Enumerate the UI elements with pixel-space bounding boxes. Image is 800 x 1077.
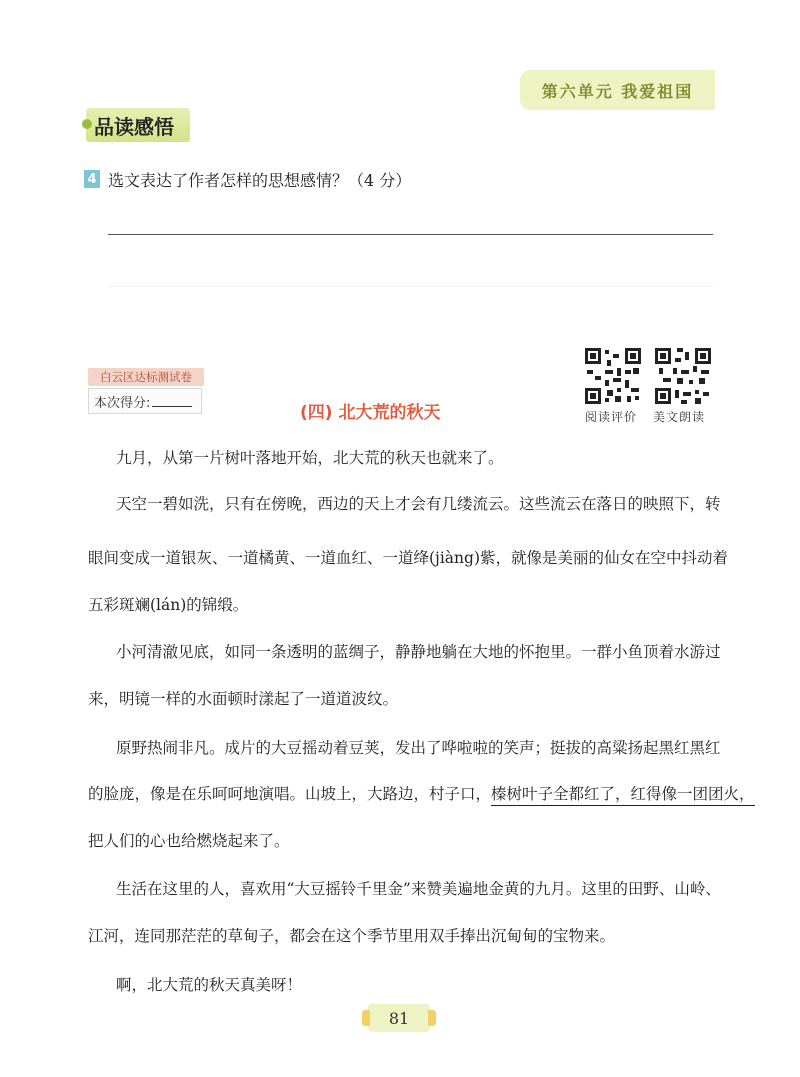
paragraph-1: 九月，从第一片树叶落地开始，北大荒的秋天也就来了。	[116, 449, 504, 467]
question-number: 4	[84, 170, 100, 188]
score-blank	[152, 406, 192, 407]
qr-label-beautiful-reading: 美文朗读	[653, 410, 706, 424]
underlined-sentence: 榛树叶子全都红了，红得像一团团火，	[491, 785, 755, 806]
paragraph-4-line-3: 把人们的心也给燃烧起来了。	[88, 832, 290, 850]
section-title: 品读感悟	[94, 115, 174, 139]
unit-tab: 第六单元 我爱祖国	[520, 70, 715, 110]
section-bullet-icon	[82, 119, 92, 129]
paragraph-4-line-2	[88, 782, 755, 804]
exam-box	[88, 368, 204, 416]
paragraph-3-line-2: 来，明镜一样的水面顿时漾起了一道道波纹。	[88, 690, 399, 708]
paragraph-2-line-2: 眼间变成一道银灰、一道橘黄、一道血红、一道绛(jiàng)紫，就像是美丽的仙女在空中抖动着	[88, 549, 729, 567]
passage-title: (四) 北大荒的秋天	[300, 403, 441, 423]
page-number: 81	[368, 1004, 430, 1032]
qr-code-reading-review-icon[interactable]	[585, 348, 641, 404]
qr-code-beautiful-reading-icon[interactable]	[655, 348, 711, 404]
paragraph-4-line-1: 原野热闹非凡。成片的大豆摇动着豆荚，发出了哗啦啦的笑声；挺拔的高粱扬起黑红黑红	[116, 739, 721, 757]
score-label: 本次得分:	[94, 395, 151, 411]
paragraph-2-line-1: 天空一碧如洗，只有在傍晚，西边的天上才会有几缕流云。这些流云在落日的映照下，转	[116, 495, 721, 513]
paragraph-6: 啊，北大荒的秋天真美呀！	[116, 976, 303, 994]
paragraph-5-line-2: 江河，连同那茫茫的草甸子，都会在这个季节里用双手捧出沉甸甸的宝物来。	[88, 927, 616, 945]
paragraph-2-line-3: 五彩斑斓(lán)的锦缎。	[88, 596, 249, 614]
question-text: 选文表达了作者怎样的思想感情？（4 分）	[108, 171, 412, 190]
exam-label: 白云区达标测试卷	[88, 368, 204, 386]
paragraph-5-line-1: 生活在这里的人，喜欢用“大豆摇铃千里金”来赞美遍地金黄的九月。这里的田野、山岭、	[116, 880, 721, 898]
divider	[108, 286, 713, 287]
section-heading	[82, 106, 202, 144]
answer-line[interactable]	[108, 234, 713, 235]
qr-label-reading-review: 阅读评价	[585, 410, 638, 424]
paragraph-3-line-1: 小河清澈见底，如同一条透明的蓝绸子，静静地躺在大地的怀抱里。一群小鱼顶着水游过	[116, 643, 721, 661]
score-field[interactable]	[88, 388, 202, 414]
paragraph-4-line-2-text: 的脸庞，像是在乐呵呵地演唱。山坡上，大路边，村子口，	[88, 785, 492, 803]
